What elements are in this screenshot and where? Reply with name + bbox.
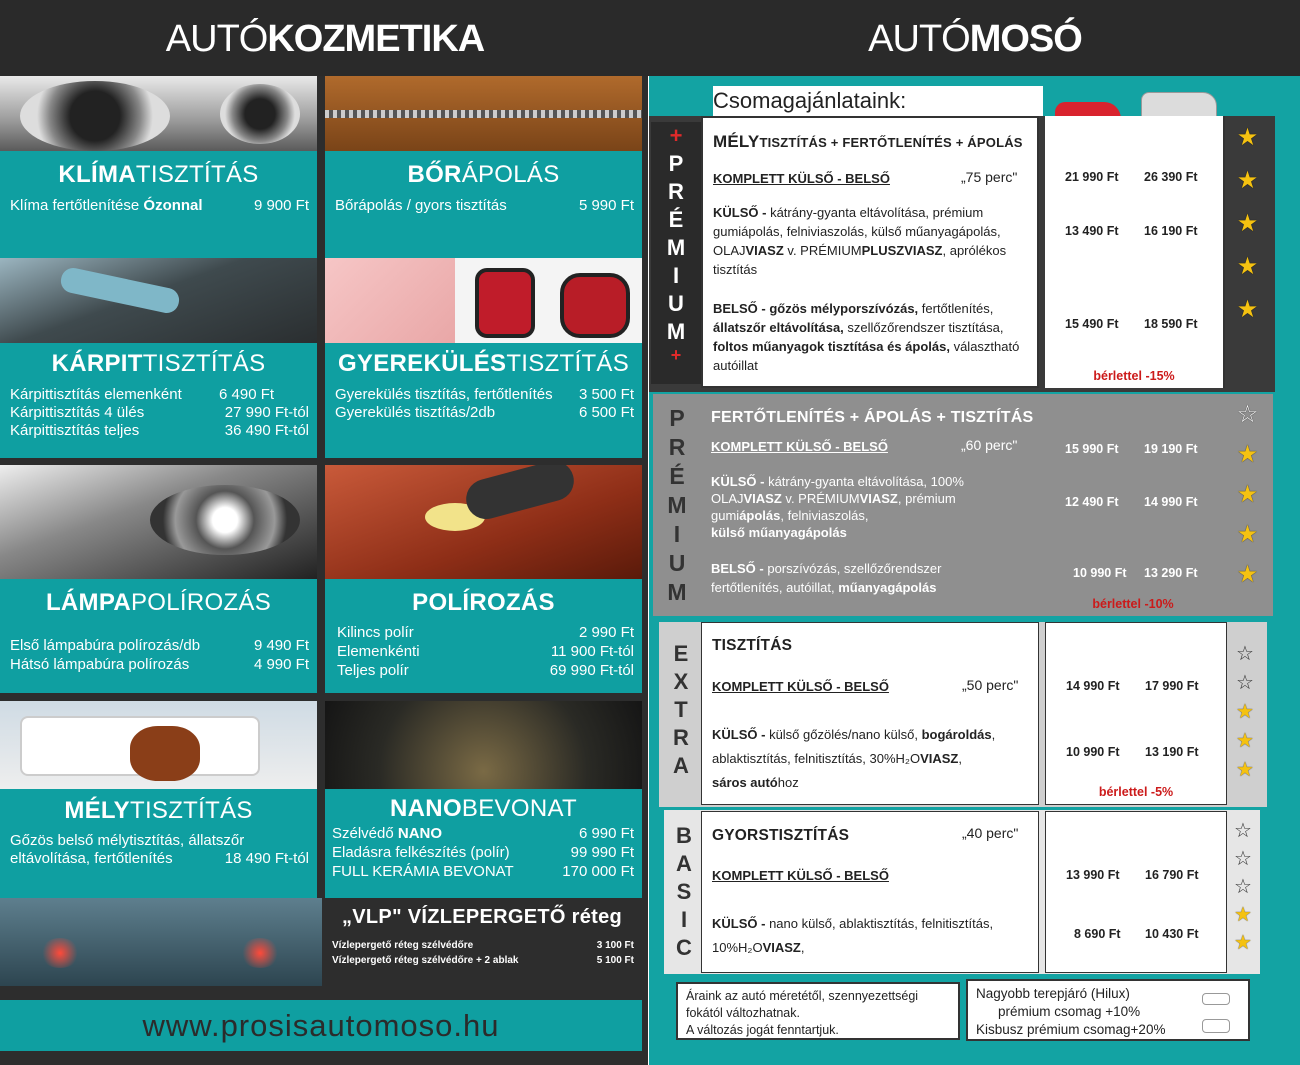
price: 26 390 Ft [1144, 170, 1198, 184]
polirozas-title: POLÍROZÁS [412, 589, 555, 616]
gyerek-title: GYEREKÜLÉSTISZTÍTÁS [337, 350, 630, 377]
price: 15 990 Ft [1065, 442, 1119, 456]
price: 10 990 Ft [1073, 566, 1127, 580]
star-filled-icon: ★ [1236, 701, 1254, 723]
klima-row: Klíma fertőtlenítése Ózonnal 9 900 Ft [10, 197, 309, 214]
lampa-tile [0, 579, 317, 693]
karpit-photo [0, 258, 317, 343]
polirozas-row: Elemenkénti 11 900 Ft-tól [337, 643, 634, 660]
star-outline-icon: ☆ [1234, 876, 1252, 898]
klima-photo [0, 76, 317, 151]
premium-plus-tag: + P R É M I U M + [651, 122, 701, 384]
premium-tag: P R É M I U M [667, 405, 687, 605]
star-filled-icon: ★ [1236, 759, 1254, 781]
extra-desc [701, 622, 1039, 805]
star-outline-icon: ☆ [1236, 401, 1259, 428]
gyerek-row: Gyerekülés tisztítás, fertőtlenítés 3 500 Ft [335, 386, 634, 403]
premium-plus-title: MÉLYTISZTÍTÁS + FERTŐTLENÍTÉS + ÁPOLÁS [713, 132, 1023, 151]
premium-desc [701, 397, 1037, 613]
star-filled-icon: ★ [1236, 167, 1259, 194]
autokozmetika-panel [0, 76, 648, 1065]
price-note: Áraink az autó méretétől, szennyezettségi fokától változhatnak. A változás jogát fenntartjuk. [676, 982, 960, 1040]
star-filled-icon: ★ [1236, 296, 1259, 323]
price: 15 490 Ft [1065, 317, 1119, 331]
star-outline-icon: ☆ [1236, 643, 1254, 665]
komplett-label: KOMPLETT KÜLSŐ - BELSŐ [712, 679, 889, 694]
extra-tag: E X T R A [673, 641, 689, 778]
bor-row: Bőrápolás / gyors tisztítás 5 990 Ft [335, 197, 634, 214]
price: 18 590 Ft [1144, 317, 1198, 331]
lampa-row: Hátsó lámpabúra polírozás 4 990 Ft [10, 656, 309, 673]
website-url[interactable]: www.prosisautomoso.hu [0, 1000, 642, 1051]
gyerek-tile [325, 343, 642, 458]
price: 13 990 Ft [1066, 868, 1120, 882]
premium-plus-desc [701, 116, 1039, 388]
belso-text: BELSŐ - gőzös mélyporszívózás, fertőtlenítés, állatszőr eltávolítása, szellőzőrendszer tisztítása, foltos műanyagok tisztítása és ápolás, választható autóillat [713, 301, 1020, 373]
lampa-photo [0, 465, 317, 579]
premium-plus-stars [1225, 122, 1270, 384]
basic-desc [701, 811, 1039, 973]
komplett-label: KOMPLETT KÜLSŐ - BELSŐ [713, 171, 890, 186]
star-filled-icon: ★ [1234, 904, 1252, 926]
mely-row: eltávolítása, fertőtlenítés 18 490 Ft-tól [10, 850, 309, 867]
extra-stars [1227, 640, 1263, 790]
nano-tile [325, 789, 642, 900]
mely-row: Gőzös belső mélytisztítás, állatszőr [10, 832, 245, 849]
gyerek-row: Gyerekülés tisztítás/2db 6 500 Ft [335, 404, 634, 421]
polirozas-photo [325, 465, 642, 579]
star-outline-icon: ☆ [1234, 820, 1252, 842]
price: 13 190 Ft [1145, 745, 1199, 759]
bor-photo [325, 76, 642, 151]
csomag-intro: Csomagajánlataink: [713, 86, 1043, 116]
lampa-row: Első lámpabúra polírozás/db 9 490 Ft [10, 637, 309, 654]
karpit-tile [0, 343, 317, 458]
kulso-text: KÜLSŐ - kátrány-gyanta eltávolítása, 100% OLAJVIASZ v. PRÉMIUMVIASZ, prémium gumiápolás, felniviaszolás, külső műanyagápolás [711, 474, 964, 540]
berlet-discount: bérlettel -5% [1098, 785, 1174, 799]
vlp-tile [322, 898, 642, 986]
belso-text: BELSŐ - porszívózás, szellőzőrendszer fertőtlenítés, autóillat, műanyagápolás [711, 561, 942, 595]
star-filled-icon: ★ [1236, 561, 1259, 588]
premium-stars [1225, 400, 1270, 610]
nano-photo [325, 701, 642, 789]
star-filled-icon: ★ [1236, 210, 1259, 237]
star-filled-icon: ★ [1234, 932, 1252, 954]
star-filled-icon: ★ [1236, 521, 1259, 548]
suv-outline-icon [1202, 993, 1230, 1005]
star-outline-icon: ☆ [1234, 848, 1252, 870]
extra-title: TISZTÍTÁS [712, 637, 793, 654]
mely-tile [0, 789, 317, 900]
star-filled-icon: ★ [1236, 253, 1259, 280]
star-filled-icon: ★ [1236, 730, 1254, 752]
star-outline-icon: ☆ [1236, 672, 1254, 694]
komplett-label: KOMPLETT KÜLSŐ - BELSŐ [712, 868, 889, 883]
polirozas-row: Teljes polír 69 990 Ft-tól [337, 662, 634, 679]
basic-stars [1228, 818, 1258, 964]
premium-title: FERTŐTLENÍTÉS + ÁPOLÁS + TISZTÍTÁS [711, 409, 1034, 426]
karpit-row: Kárpittisztítás elemenként 6 490 Ft [10, 386, 275, 403]
mely-title: MÉLYTISZTÍTÁS [64, 797, 253, 824]
kulso-text: KÜLSŐ - nano külső, ablaktisztítás, felnitisztítás, 10%H₂OVIASZ, [712, 916, 994, 955]
bor-title: BŐRÁPOLÁS [407, 161, 560, 188]
gyerek-photo [325, 258, 642, 343]
price: 13 290 Ft [1144, 566, 1198, 580]
berlet-discount: bérlettel -15% [1093, 369, 1175, 383]
price: 14 990 Ft [1144, 495, 1198, 509]
komplett-label: KOMPLETT KÜLSŐ - BELSŐ [711, 439, 888, 454]
nano-title: NANOBEVONAT [390, 795, 577, 822]
lampa-title: LÁMPAPOLÍROZÁS [45, 589, 272, 616]
price: 17 990 Ft [1145, 679, 1199, 693]
premium-prices [1045, 397, 1221, 613]
duration: „50 perc" [962, 677, 1019, 693]
price: 14 990 Ft [1066, 679, 1120, 693]
nano-row: Eladásra felkészítés (polír) 99 990 Ft [332, 844, 634, 861]
star-filled-icon: ★ [1236, 124, 1259, 151]
polirozas-tile [325, 579, 642, 693]
klima-title: KLÍMATISZTÍTÁS [58, 161, 259, 188]
van-outline-icon [1202, 1019, 1230, 1033]
karpit-row: Kárpittisztítás teljes 36 490 Ft-tól [10, 422, 309, 439]
basic-prices [1045, 811, 1227, 973]
basic-title: GYORSTISZTÍTÁS [712, 827, 850, 844]
price: 12 490 Ft [1065, 495, 1119, 509]
star-filled-icon: ★ [1236, 441, 1259, 468]
nano-row: Szélvédő NANO 6 990 Ft [332, 825, 634, 842]
price: 8 690 Ft [1074, 927, 1121, 941]
mely-photo [0, 701, 317, 789]
duration: „60 perc" [961, 437, 1018, 453]
price: 10 430 Ft [1145, 927, 1199, 941]
vlp-title: „VLP" VÍZLEPERGETŐ réteg [341, 906, 623, 928]
surcharge-note: Nagyobb terepjáró (Hilux) prémium csomag +10% Kisbusz prémium csomag+20% [966, 979, 1250, 1041]
polirozas-row: Kilincs polír 2 990 Ft [337, 624, 634, 641]
autokozmetika-title: AUTÓKOZMETIKA [165, 18, 485, 60]
price: 19 190 Ft [1144, 442, 1198, 456]
automoso-title: AUTÓMOSÓ [868, 18, 1082, 60]
kulso-text: KÜLSŐ - kátrány-gyanta eltávolítása, prémium gumiápolás, felniviaszolás, külső műanyagápolás, OLAJVIASZ v. PRÉMIUMPLUSZVIASZ, aprólékos tisztítás [713, 205, 1007, 277]
karpit-row: Kárpittisztítás 4 ülés 27 990 Ft-tól [10, 404, 309, 421]
vlp-row: Vízlepergető réteg szélvédőre + 2 ablak 5 100 Ft [332, 955, 634, 966]
nano-row: FULL KERÁMIA BEVONAT 170 000 Ft [332, 863, 634, 880]
price: 21 990 Ft [1065, 170, 1119, 184]
star-filled-icon: ★ [1236, 481, 1259, 508]
extra-prices [1045, 622, 1227, 805]
price: 13 490 Ft [1065, 224, 1119, 238]
berlet-discount: bérlettel -10% [1092, 597, 1174, 611]
price: 16 190 Ft [1144, 224, 1198, 238]
kulso-text: KÜLSŐ - külső gőzölés/nano külső, bogároldás, ablaktisztítás, felnitisztítás, 30%H₂OVIASZ, sáros autóhoz [712, 727, 996, 790]
basic-tag: B A S I C [676, 823, 692, 960]
duration: „75 perc" [961, 169, 1018, 185]
premium-plus-prices [1045, 116, 1225, 388]
price: 16 790 Ft [1145, 868, 1199, 882]
vlp-row: Vízlepergető réteg szélvédőre 3 100 Ft [332, 940, 634, 951]
price: 10 990 Ft [1066, 745, 1120, 759]
duration: „40 perc" [962, 825, 1019, 841]
karpit-title: KÁRPITTISZTÍTÁS [51, 350, 266, 377]
vlp-photo [0, 898, 322, 986]
